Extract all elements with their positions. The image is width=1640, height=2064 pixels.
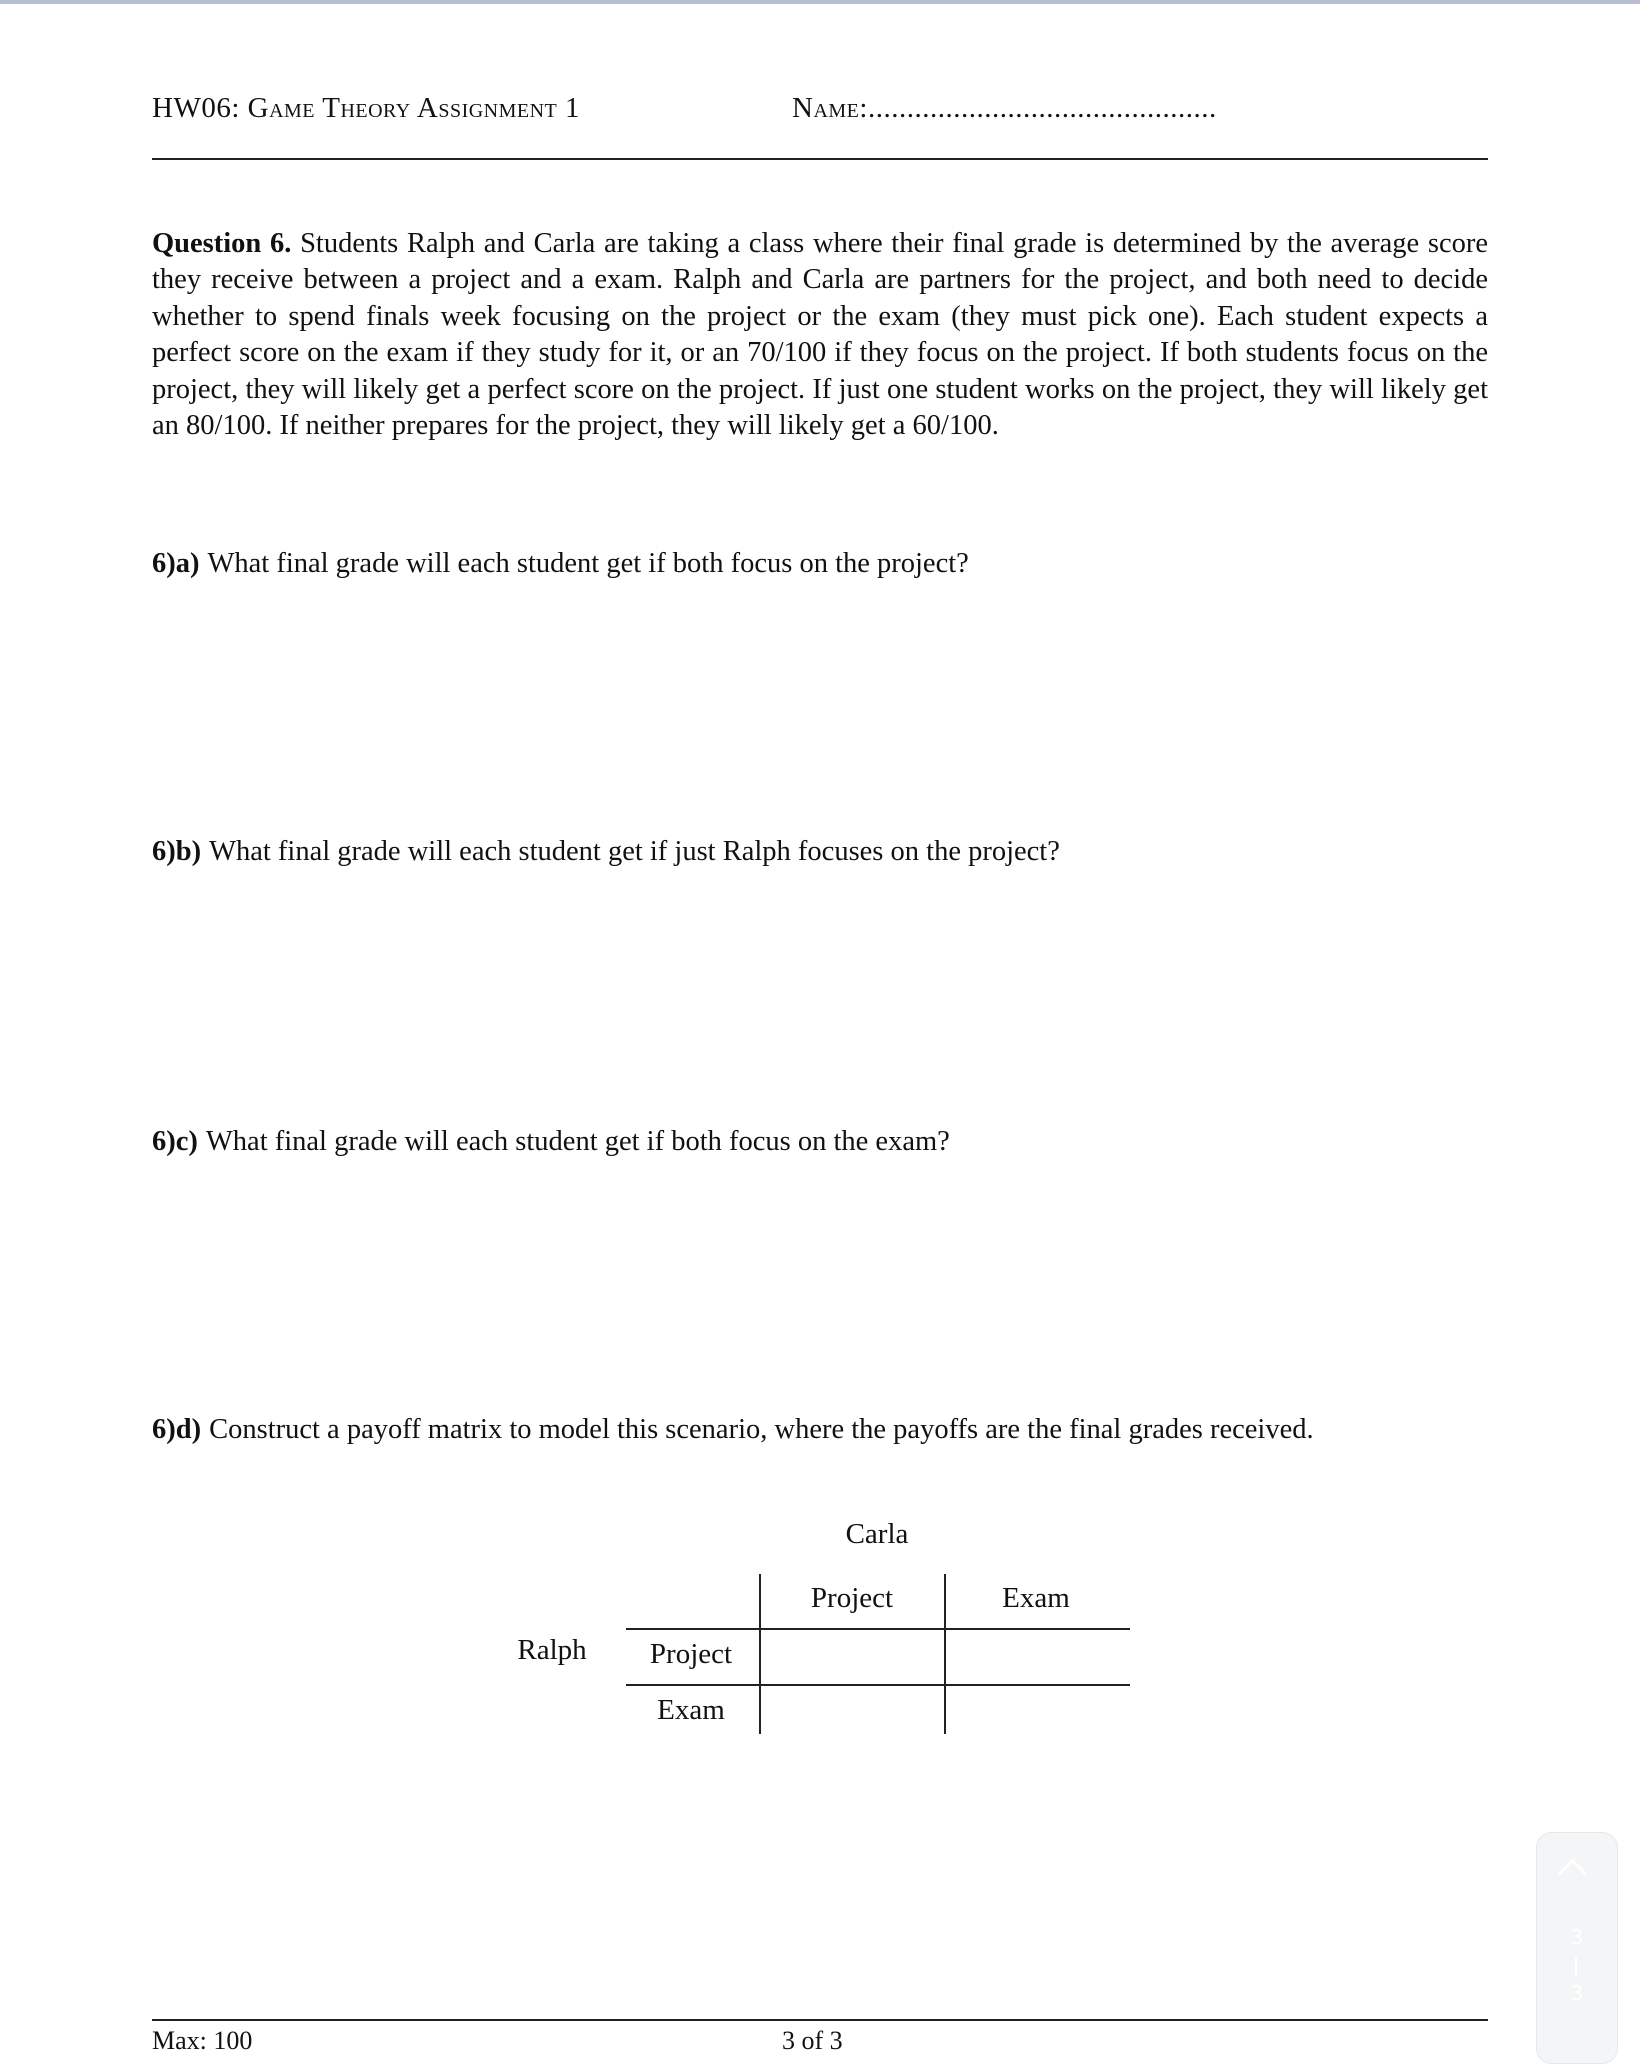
pager-current-page: 3 <box>1570 1925 1584 1949</box>
matrix-column-header-exam: Exam <box>1002 1582 1070 1614</box>
name-field-label: Name:............................................. <box>792 92 1217 124</box>
question-6-text: Students Ralph and Carla are taking a class where their final grade is determined by the average score they receive between a project and a exam. Ralph and Carla are partners for the project, and both need to decide whether to spend finals week focusing on the project or the exam (they must pick one). Each student expects a perfect score on the exam if they study for it, or an 70/100 if they focus on the project. If both students focus on the project, they will likely get a perfect score on the project. If just one student works on the project, they will likely get an 80/100. If neither prepares for the project, they will likely get a 60/100. <box>152 228 1488 442</box>
question-6b-label: 6)b) <box>152 836 202 867</box>
page-navigator[interactable] <box>1536 1832 1618 2064</box>
question-6d-text: Construct a payoff matrix to model this scenario, where the payoffs are the final grades received. <box>209 1414 1314 1445</box>
question-6a-label: 6)a) <box>152 548 200 579</box>
matrix-vertical-line-1 <box>759 1574 761 1734</box>
matrix-horizontal-line-2 <box>626 1684 1130 1686</box>
matrix-row-header-project: Project <box>649 1638 733 1670</box>
matrix-horizontal-line-1 <box>626 1628 1130 1630</box>
question-6a-text: What final grade will each student get if both focus on the project? <box>207 548 969 579</box>
matrix-vertical-line-2 <box>944 1574 946 1734</box>
pager-separator <box>1575 1957 1577 1975</box>
assignment-title: HW06: Game Theory Assignment 1 <box>152 92 581 124</box>
question-6d-label: 6)d) <box>152 1414 202 1445</box>
question-6b-text: What final grade will each student get if just Ralph focuses on the project? <box>209 836 1060 867</box>
footer-page-number: 3 of 3 <box>782 2026 843 2055</box>
chevron-up-icon[interactable] <box>1558 1859 1588 1889</box>
document-page <box>152 0 1488 2055</box>
footer-rule <box>152 2019 1488 2021</box>
matrix-row-player: Ralph <box>517 1634 587 1666</box>
matrix-row-header-exam: Exam <box>657 1694 725 1726</box>
pager-total-pages: 3 <box>1570 1981 1584 2005</box>
question-6c-label: 6)c) <box>152 1126 198 1157</box>
matrix-column-header-project: Project <box>810 1582 894 1614</box>
matrix-column-player: Carla <box>845 1518 909 1550</box>
question-6c-text: What final grade will each student get if both focus on the exam? <box>205 1126 950 1157</box>
footer-max-points: Max: 100 <box>152 2026 253 2055</box>
payoff-matrix <box>152 0 1488 2040</box>
question-6-label: Question 6. <box>152 228 292 259</box>
